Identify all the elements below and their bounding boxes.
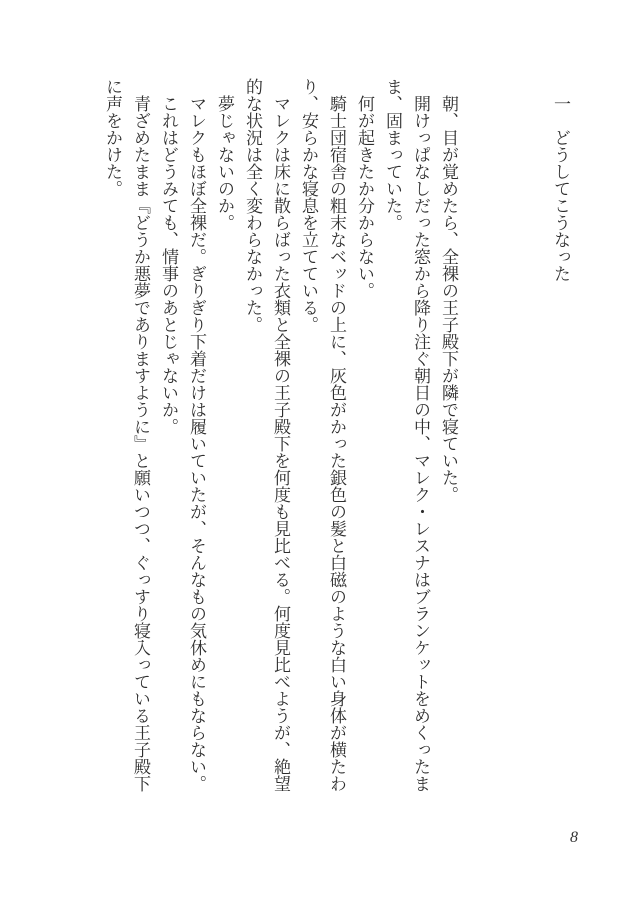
paragraph: 朝、目が覚めたら、全裸の王子殿下が隣で寝ていた。 [439,95,458,503]
paragraph: マレクもほぼ全裸だ。ぎりぎり下着だけは履いていたが、そんなもの気休めにもならない。 [187,95,206,792]
paragraph: これはどうみても、情事のあとじゃないか。 [159,95,178,435]
paragraph: 何が起きたか分からない。 [355,95,374,299]
text-block [98,78,574,794]
paragraph: 青ざめたまま『どうか悪夢でありますように』と願いつつ、ぐっすり寝入っている王子殿下に声をかけた。 [103,78,150,792]
paragraph: 開けっぱなしだった窓から降り注ぐ朝日の中、マレク・レスナはブランケットをめくったまま、固まっていた。 [383,78,430,792]
page-number: 8 [570,829,578,846]
paragraph: 夢じゃないのか。 [215,95,234,231]
paragraph: マレクは床に散らばった衣類と全裸の王子殿下を何度も見比べる。何度見比べようが、絶望的な状況は全く変わらなかった。 [243,78,290,792]
paragraph: 騎士団宿舎の粗末なベッドの上に、灰色がかった銀色の髪と白磁のような白い身体が横たわり、安らかな寝息を立てている。 [299,78,346,792]
chapter-title: 一 どうしてこうなった [551,95,570,282]
